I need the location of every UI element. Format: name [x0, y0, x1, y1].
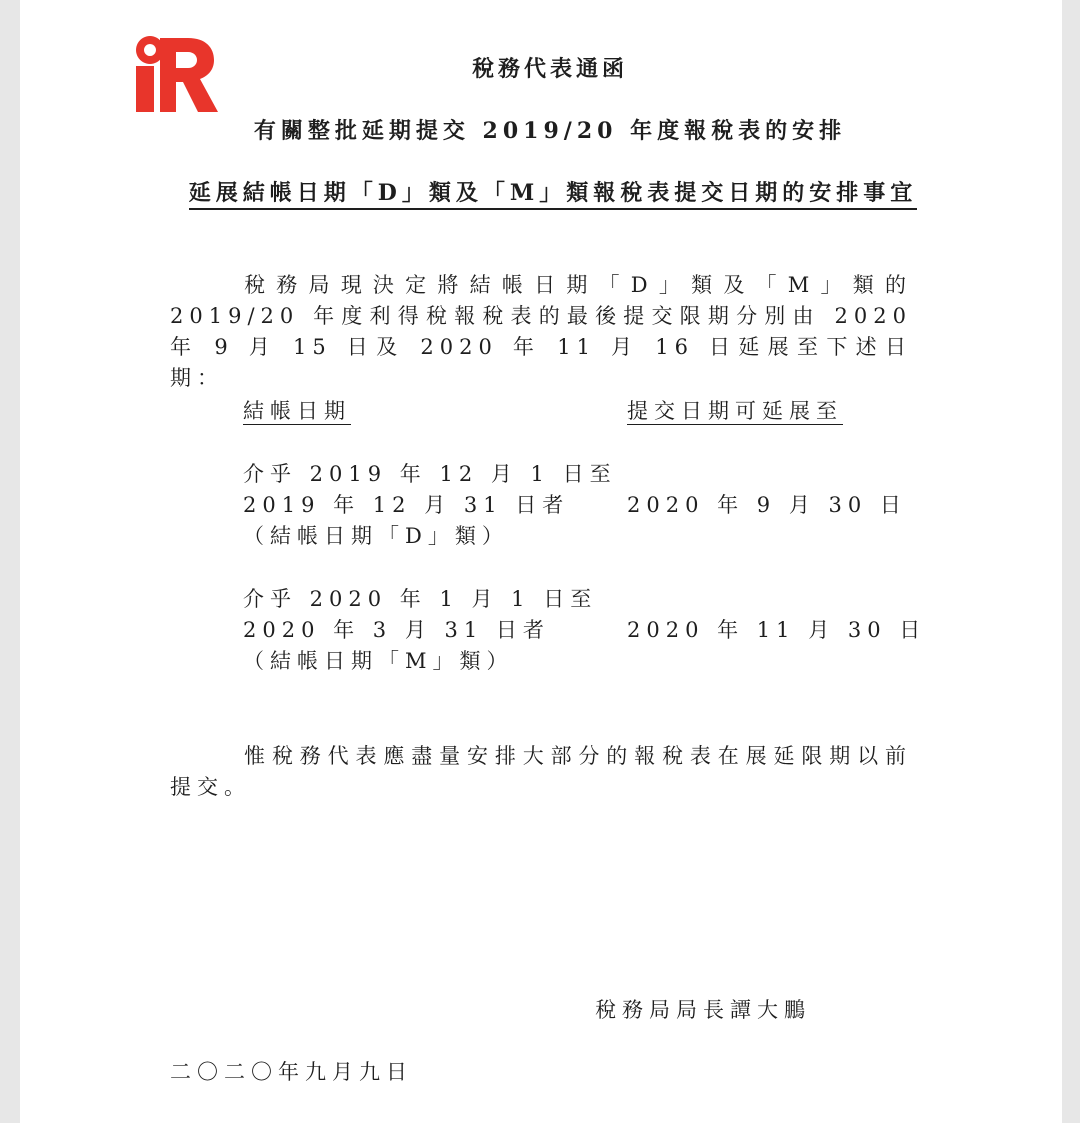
row-d-deadline: 2020 年 9 月 30 日: [627, 493, 907, 517]
issue-date: 二〇二〇年九月九日: [170, 1060, 413, 1084]
document-page: [20, 0, 1062, 1123]
intro-paragraph: 稅務局現決定將結帳日期「D」類及「M」類的 2019/20 年度利得稅報稅表的最後提交限期分別由 2020 年 9 月 15 日及 2020 年 11 月 16 日延展至下述日期：: [170, 273, 912, 390]
circular-subject: 有關整批延期提交 2019/20 年度報稅表的安排: [253, 118, 847, 144]
row-d-period: [243, 459, 617, 552]
row-d-period-line2: 2019 年 12 月 31 日者: [243, 493, 570, 517]
circular-subheading: [0, 176, 1080, 207]
row-d-period-line3: （結帳日期「D」類）: [243, 524, 509, 548]
row-m-period-line1: 介乎 2020 年 1 月 1 日至: [243, 587, 598, 611]
row-m-period-line2: 2020 年 3 月 31 日者: [243, 618, 550, 642]
row-m-period-line3: （結帳日期「M」類）: [243, 649, 514, 673]
row-d-period-line1: 介乎 2019 年 12 月 1 日至: [243, 462, 617, 486]
column-header-extended-deadline: 提交日期可延展至: [627, 399, 843, 423]
signatory: 稅務局局長譚大鵬: [595, 998, 811, 1022]
circular-subheading-text: 延展結帳日期「D」類及「M」類報稅表提交日期的安排事宜: [189, 180, 917, 210]
row-m-period: [243, 584, 597, 677]
row-m-deadline: 2020 年 11 月 30 日: [627, 618, 927, 642]
closing-paragraph: 惟稅務代表應盡量安排大部分的報稅表在展延限期以前提交。: [170, 744, 912, 799]
column-header-accounting-date: 結帳日期: [243, 399, 351, 423]
circular-title: 稅務代表通函: [471, 56, 628, 82]
